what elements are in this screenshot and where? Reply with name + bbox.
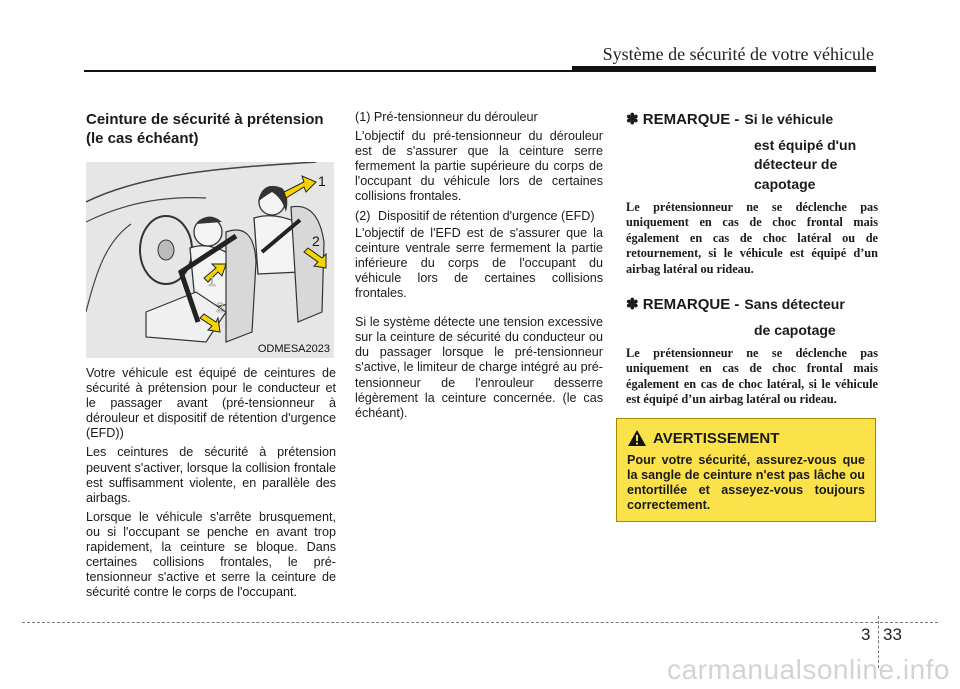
figure-code: ODMESA2023 bbox=[257, 343, 330, 355]
item-2-text: L'objectif de l'EFD est de s'assurer que la ceinture ventrale serre fermement la partie inférieure du corps de l'occupant du véhicule lors de certaines collisions frontales. bbox=[355, 225, 603, 301]
figure-label-2a: 2 bbox=[312, 233, 320, 249]
remark-label: ✽ REMARQUE - bbox=[626, 111, 740, 128]
paragraph: Lorsque le véhicule s'arrête brusquement, ou si l'occupant se penche en avant trop rapidement, la ceinture se bloque. Dans certaines collisions frontales, le pré-tensionneur s'active et serre la ceinture de sécurité contre le corps de l'occupant. bbox=[86, 509, 336, 600]
figure-label-2b: 2 bbox=[216, 299, 224, 315]
remark-text: Le prétensionneur ne se déclenche pas uniquement en cas de choc frontal mais également en cas de choc latéral, si le véhicule est équipé d’un airbag latéral ou rideau. bbox=[626, 346, 878, 407]
paragraph: Les ceintures de sécurité à prétension peuvent s'activer, lorsque la collision frontale est suffisamment violente, en parallèle des airbags. bbox=[86, 445, 336, 505]
chapter-number: 3 bbox=[861, 625, 871, 644]
remark-subtitle: de capotage bbox=[754, 321, 836, 338]
remark-subtitle: est équipé d'un bbox=[754, 136, 857, 153]
page-header-title: Système de sécurité de votre véhicule bbox=[602, 44, 874, 64]
remark-1 bbox=[626, 110, 878, 277]
figure-label-1b: 1 bbox=[208, 273, 216, 289]
item-1-text: L'objectif du pré-tensionneur du dérouleur est de s'assurer que la ceinture serre fermement la partie supérieure du corps de l'occupant du véhicule lors de certaines collisions frontales. bbox=[355, 129, 603, 204]
page-number: 33 bbox=[883, 625, 902, 644]
footer-rule bbox=[22, 622, 938, 623]
pretensioner-illustration bbox=[86, 162, 334, 358]
watermark: carmanualsonline.info bbox=[667, 654, 950, 685]
item-2-number: (2) bbox=[355, 208, 371, 223]
paragraph: Si le système détecte une tension excessive sur la ceinture de sécurité du conducteur ou du passager lorsque le pré-tensionneur s'active, le limiteur de charge intégré au pré-tensionneur de l'enrouleur desserre légèrement la ceinture concernée. (le cas échéant). bbox=[355, 315, 603, 420]
left-column bbox=[86, 110, 336, 604]
remark-subtitle: capotage bbox=[754, 175, 816, 192]
warning-box bbox=[616, 418, 876, 522]
remark-label: ✽ REMARQUE - bbox=[626, 296, 740, 314]
section-title: Ceinture de sécurité à prétension (le cas échéant) bbox=[86, 111, 324, 147]
middle-column bbox=[355, 110, 603, 425]
figure-label-1a: 1 bbox=[318, 173, 326, 189]
warning-title: AVERTISSEMENT bbox=[653, 429, 780, 447]
item-2-label: Dispositif de rétention d'urgence (EFD) bbox=[378, 208, 595, 223]
warning-triangle-icon bbox=[627, 429, 647, 447]
right-column bbox=[626, 110, 878, 426]
paragraph: Votre véhicule est équipé de ceintures de sécurité à prétension pour le conducteur et le passager avant (pré-tensionneur à dérouleur et dispositif de rétention d'urgence (EFD)) bbox=[86, 366, 336, 441]
car-interior-drawing bbox=[86, 162, 334, 358]
item-2-title bbox=[355, 209, 603, 224]
item-1-title: (1) Pré-tensionneur du dérouleur bbox=[355, 110, 538, 124]
header-rule-accent bbox=[572, 66, 876, 71]
remark-subtitle: détecteur de bbox=[754, 156, 838, 172]
remark-subtitle: Sans détecteur bbox=[744, 296, 845, 313]
warning-text: Pour votre sécurité, assurez-vous que la sangle de ceinture n'est pas lâche ou entortillée et asseyez-vous toujours correctement. bbox=[627, 453, 865, 513]
remark-subtitle: Si le véhicule bbox=[744, 111, 834, 127]
remark-2 bbox=[626, 295, 878, 408]
remark-text: Le prétensionneur ne se déclenche pas uniquement en cas de choc frontal mais également en cas de choc latéral ou de retournement, si le véhicule est équipé d’un airbag latéral ou rideau. bbox=[626, 200, 878, 276]
